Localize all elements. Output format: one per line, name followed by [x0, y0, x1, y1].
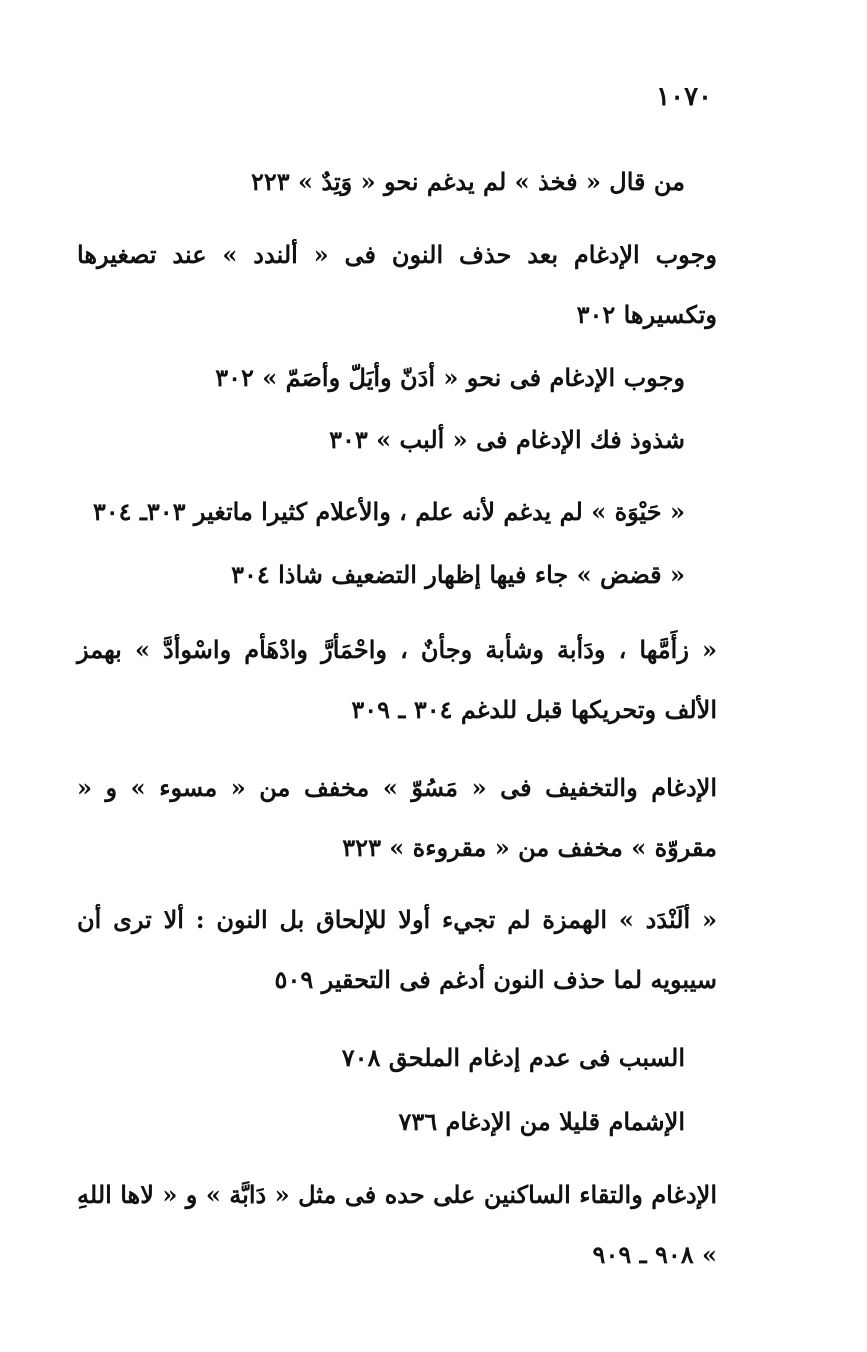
index-entry: « حَيْوَة » لم يدغم لأنه علم ، والأعلام كثيرا ماتغير ٣٠٣ـ ٣٠٤ — [92, 497, 685, 526]
index-entry: الإدغام والتقاء الساكنين على حده فى مثل « دَابَّة » و « لاها اللهِ » ٩٠٨ ـ ٩٠٩ — [77, 1180, 717, 1269]
index-entry: « قضض » جاء فيها إظهار التضعيف شاذا ٣٠٤ — [231, 560, 685, 589]
index-entry: الإشمام قليلا من الإدغام ٧٣٦ — [398, 1107, 685, 1136]
index-entry: « ألَنْدَد » الهمزة لم تجيء أولا للإلحاق بل النون : ألا ترى أن سيبويه لما حذف النون أدغم فى التحقير ٥٠٩ — [77, 905, 717, 994]
index-entry: الإدغام والتخفيف فى « مَسُوّ » مخفف من « مسوء » و « مقروّة » مخفف من « مقروءة » ٣٢٣ — [77, 773, 717, 862]
index-entry: وجوب الإدغام بعد حذف النون فى « ألندد » عند تصغيرها وتكسيرها ٣٠٢ — [77, 240, 717, 329]
index-entry: « زأَمَّها ، ودَأبة وشأبة وجأنٌ ، واحْمَأرَّ وادْهَأم واسْوأدَّ » بهمز الألف وتحريكها قبل للدغم ٣٠٤ ـ ٣٠٩ — [77, 635, 717, 724]
index-entry: شذوذ فك الإدغام فى « ألبب » ٣٠٣ — [329, 425, 685, 454]
index-entry: السبب فى عدم إدغام الملحق ٧٠٨ — [341, 1043, 685, 1072]
index-entry: وجوب الإدغام فى نحو « أدَنّ وأيَلّ وأصَمّ » ٣٠٢ — [215, 363, 685, 392]
index-entry: من قال « فخذ » لم يدغم نحو « وَتِدٌ » ٢٢٣ — [250, 167, 685, 196]
page-number: ١٠٧٠ — [656, 82, 712, 112]
